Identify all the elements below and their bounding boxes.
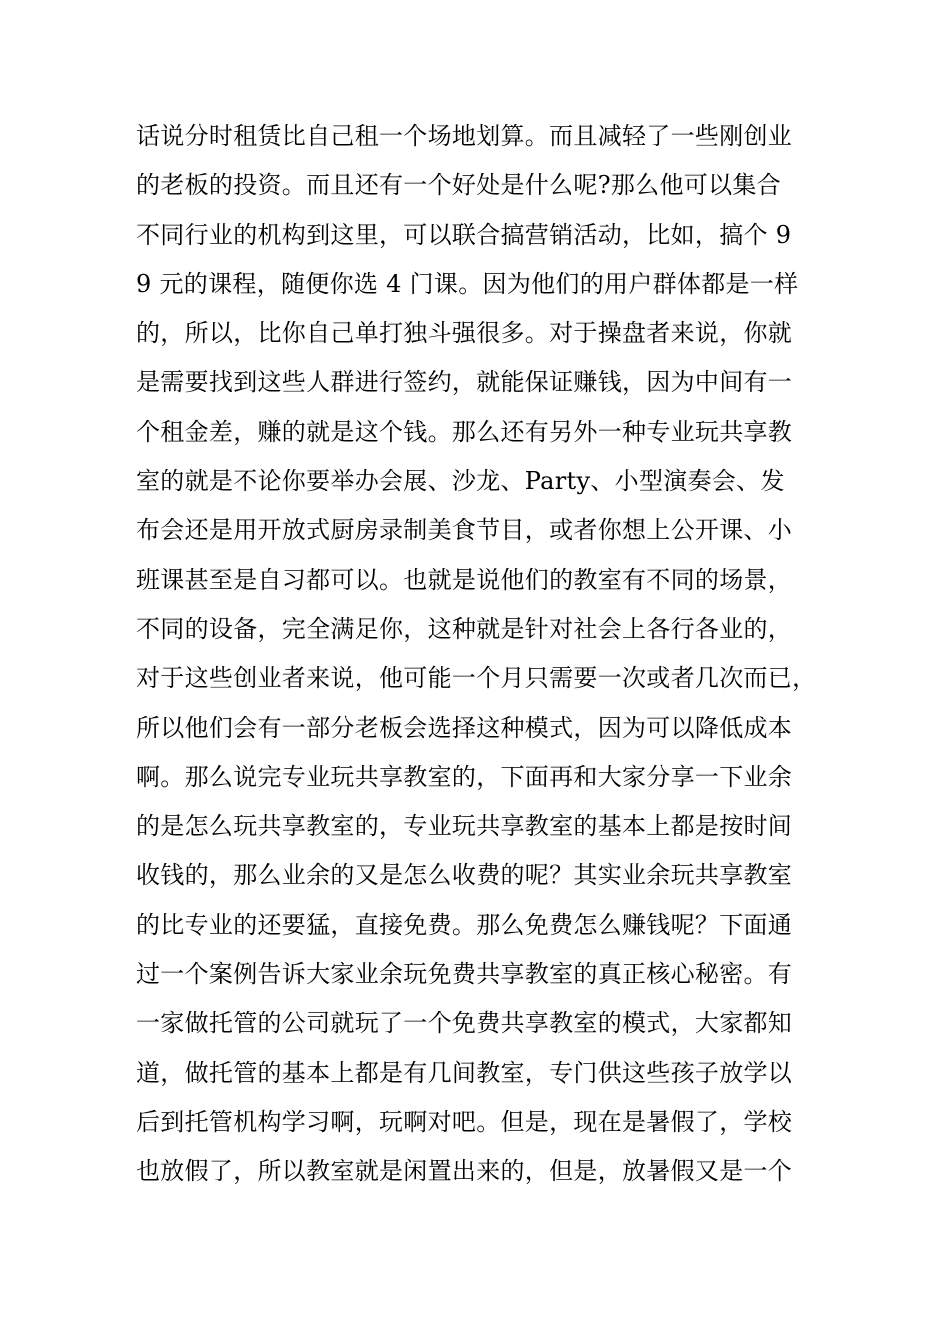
text-line: 后到托管机构学习啊，玩啊对吧。但是，现在是暑假了，学校 — [136, 1107, 793, 1136]
text-line: 个租金差，赚的就是这个钱。那么还有另外一种专业玩共享教 — [136, 417, 793, 446]
text-line: 所以他们会有一部分老板会选择这种模式，因为可以降低成本 — [136, 713, 793, 742]
body-paragraph — [136, 112, 826, 1197]
text-line: 布会还是用开放式厨房录制美食节目，或者你想上公开课、小 — [136, 516, 793, 545]
text-line: 是需要找到这些人群进行签约，就能保证赚钱，因为中间有一 — [136, 368, 793, 397]
text-line: 班课甚至是自习都可以。也就是说他们的教室有不同的场景， — [136, 565, 793, 594]
text-line: 道，做托管的基本上都是有几间教室，专门供这些孩子放学以 — [136, 1058, 793, 1087]
text-line: 9 元的课程，随便你选 4 门课。因为他们的用户群体都是一样 — [136, 269, 799, 298]
text-line: 收钱的，那么业余的又是怎么收费的呢？其实业余玩共享教室 — [136, 861, 793, 890]
text-line: 一家做托管的公司就玩了一个免费共享教室的模式，大家都知 — [136, 1009, 793, 1038]
text-line: 话说分时租赁比自己租一个场地划算。而且减轻了一些刚创业 — [136, 122, 793, 150]
text-line: 的比专业的还要猛，直接免费。那么免费怎么赚钱呢？下面通 — [136, 910, 793, 939]
text-line: 对于这些创业者来说，他可能一个月只需要一次或者几次而已， — [136, 664, 817, 693]
text-line: 室的就是不论你要举办会展、沙龙、Party、小型演奏会、发 — [136, 467, 785, 496]
text-line: 的，所以，比你自己单打独斗强很多。对于操盘者来说，你就 — [136, 319, 793, 348]
text-line: 不同的设备，完全满足你，这种就是针对社会上各行各业的， — [136, 614, 793, 643]
text-line: 也放假了，所以教室就是闲置出来的，但是，放暑假又是一个 — [136, 1157, 793, 1186]
text-line: 不同行业的机构到这里，可以联合搞营销活动，比如，搞个 9 — [136, 220, 792, 249]
text-line: 的是怎么玩共享教室的，专业玩共享教室的基本上都是按时间 — [136, 812, 793, 841]
text-line: 的老板的投资。而且还有一个好处是什么呢?那么他可以集合 — [136, 171, 781, 200]
text-line: 过一个案例告诉大家业余玩免费共享教室的真正核心秘密。有 — [136, 960, 793, 989]
text-line: 啊。那么说完专业玩共享教室的，下面再和大家分享一下业余 — [136, 762, 793, 791]
